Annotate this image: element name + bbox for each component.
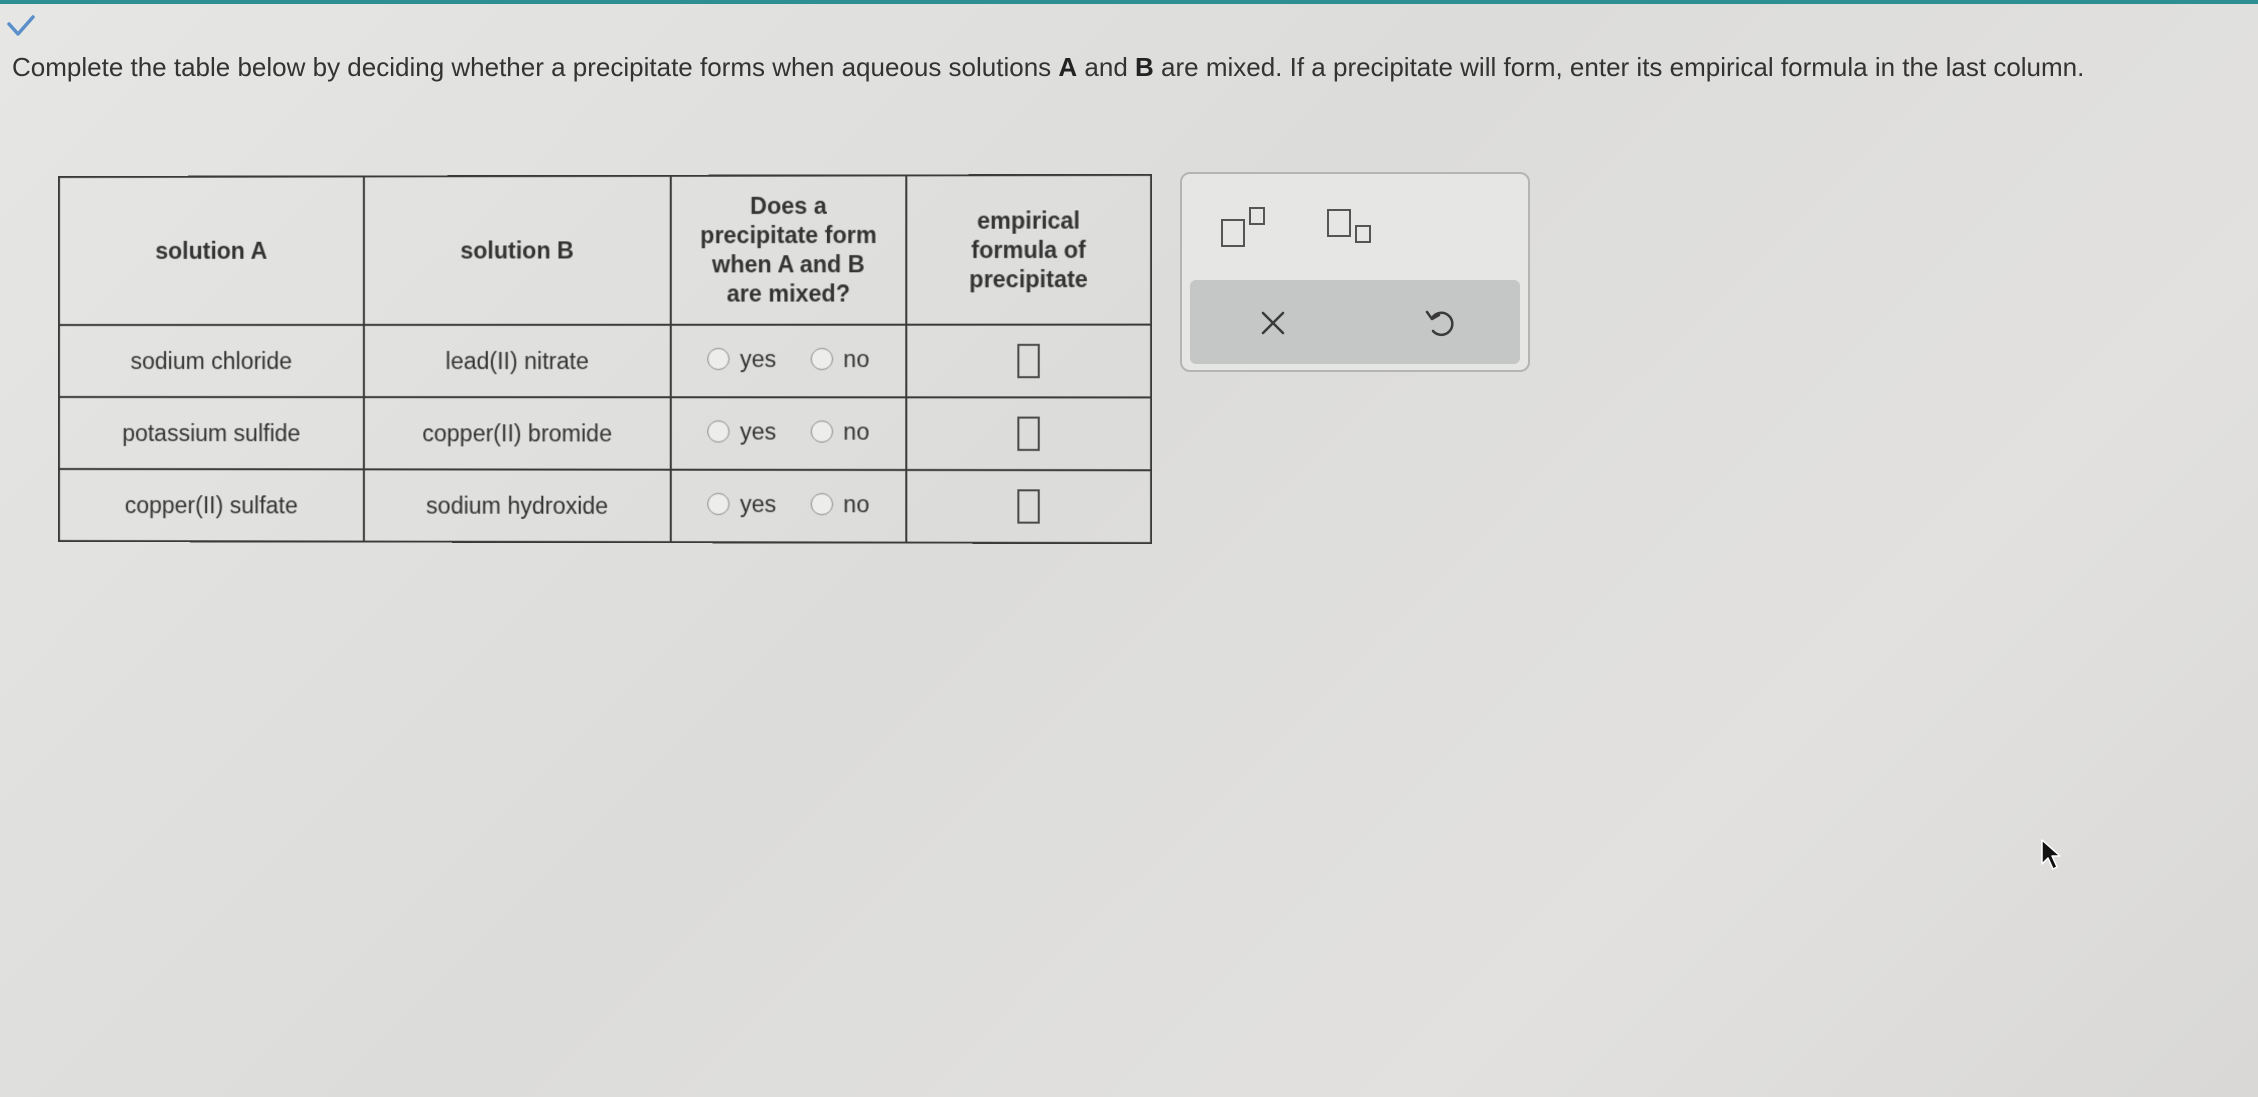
formula-cell xyxy=(906,325,1151,398)
subscript-button[interactable] xyxy=(1324,204,1388,250)
toolbar-actions xyxy=(1190,280,1520,364)
yes-radio[interactable] xyxy=(708,348,730,370)
no-label: no xyxy=(843,345,870,372)
yes-label: yes xyxy=(739,490,777,517)
yes-radio[interactable] xyxy=(708,421,730,443)
precipitate-choice-cell xyxy=(671,325,907,398)
formula-cell xyxy=(906,470,1151,543)
solution-a-cell: potassium sulfide xyxy=(59,397,364,469)
undo-icon[interactable] xyxy=(1415,298,1465,348)
formula-cell xyxy=(906,397,1151,470)
header-precipitate-question: Does a precipitate form when A and B are mixed? xyxy=(671,175,907,324)
formula-input[interactable] xyxy=(1017,344,1039,378)
no-label: no xyxy=(843,418,870,445)
table-row xyxy=(59,325,1151,398)
precipitate-choice-cell xyxy=(671,397,907,470)
math-toolbar xyxy=(1180,172,1530,372)
top-accent-strip xyxy=(0,0,2258,4)
solution-b-cell: lead(II) nitrate xyxy=(364,325,671,397)
solution-b-cell: copper(II) bromide xyxy=(364,397,671,470)
no-label: no xyxy=(843,490,870,518)
solution-b-cell: sodium hydroxide xyxy=(364,469,671,542)
table-header-row xyxy=(59,175,1151,325)
header-solution-a: solution A xyxy=(59,176,364,325)
header-empirical-formula: empirical formula of precipitate xyxy=(906,175,1151,325)
yes-label: yes xyxy=(739,418,777,445)
precipitate-table xyxy=(58,174,1152,544)
instructions-text: Complete the table below by deciding whether a precipitate forms when aqueous solutions A and B are mixed. If a precipitate will form, enter its empirical formula in the last column. xyxy=(12,52,2085,82)
table-row xyxy=(59,397,1151,470)
yes-radio[interactable] xyxy=(708,493,730,515)
checkmark-icon xyxy=(4,12,38,42)
solution-a-cell: sodium chloride xyxy=(59,325,364,397)
formula-input[interactable] xyxy=(1017,489,1039,523)
solution-a-cell: copper(II) sulfate xyxy=(59,469,364,542)
table-row xyxy=(59,469,1151,543)
no-radio[interactable] xyxy=(811,421,833,443)
precipitate-choice-cell xyxy=(671,470,907,543)
x-icon[interactable] xyxy=(1248,298,1298,348)
mouse-cursor-icon xyxy=(2038,836,2068,874)
no-radio[interactable] xyxy=(811,493,833,515)
header-solution-b: solution B xyxy=(364,176,671,325)
superscript-button[interactable] xyxy=(1218,204,1282,250)
yes-label: yes xyxy=(739,345,777,372)
no-radio[interactable] xyxy=(811,348,833,370)
formula-input[interactable] xyxy=(1017,417,1039,451)
